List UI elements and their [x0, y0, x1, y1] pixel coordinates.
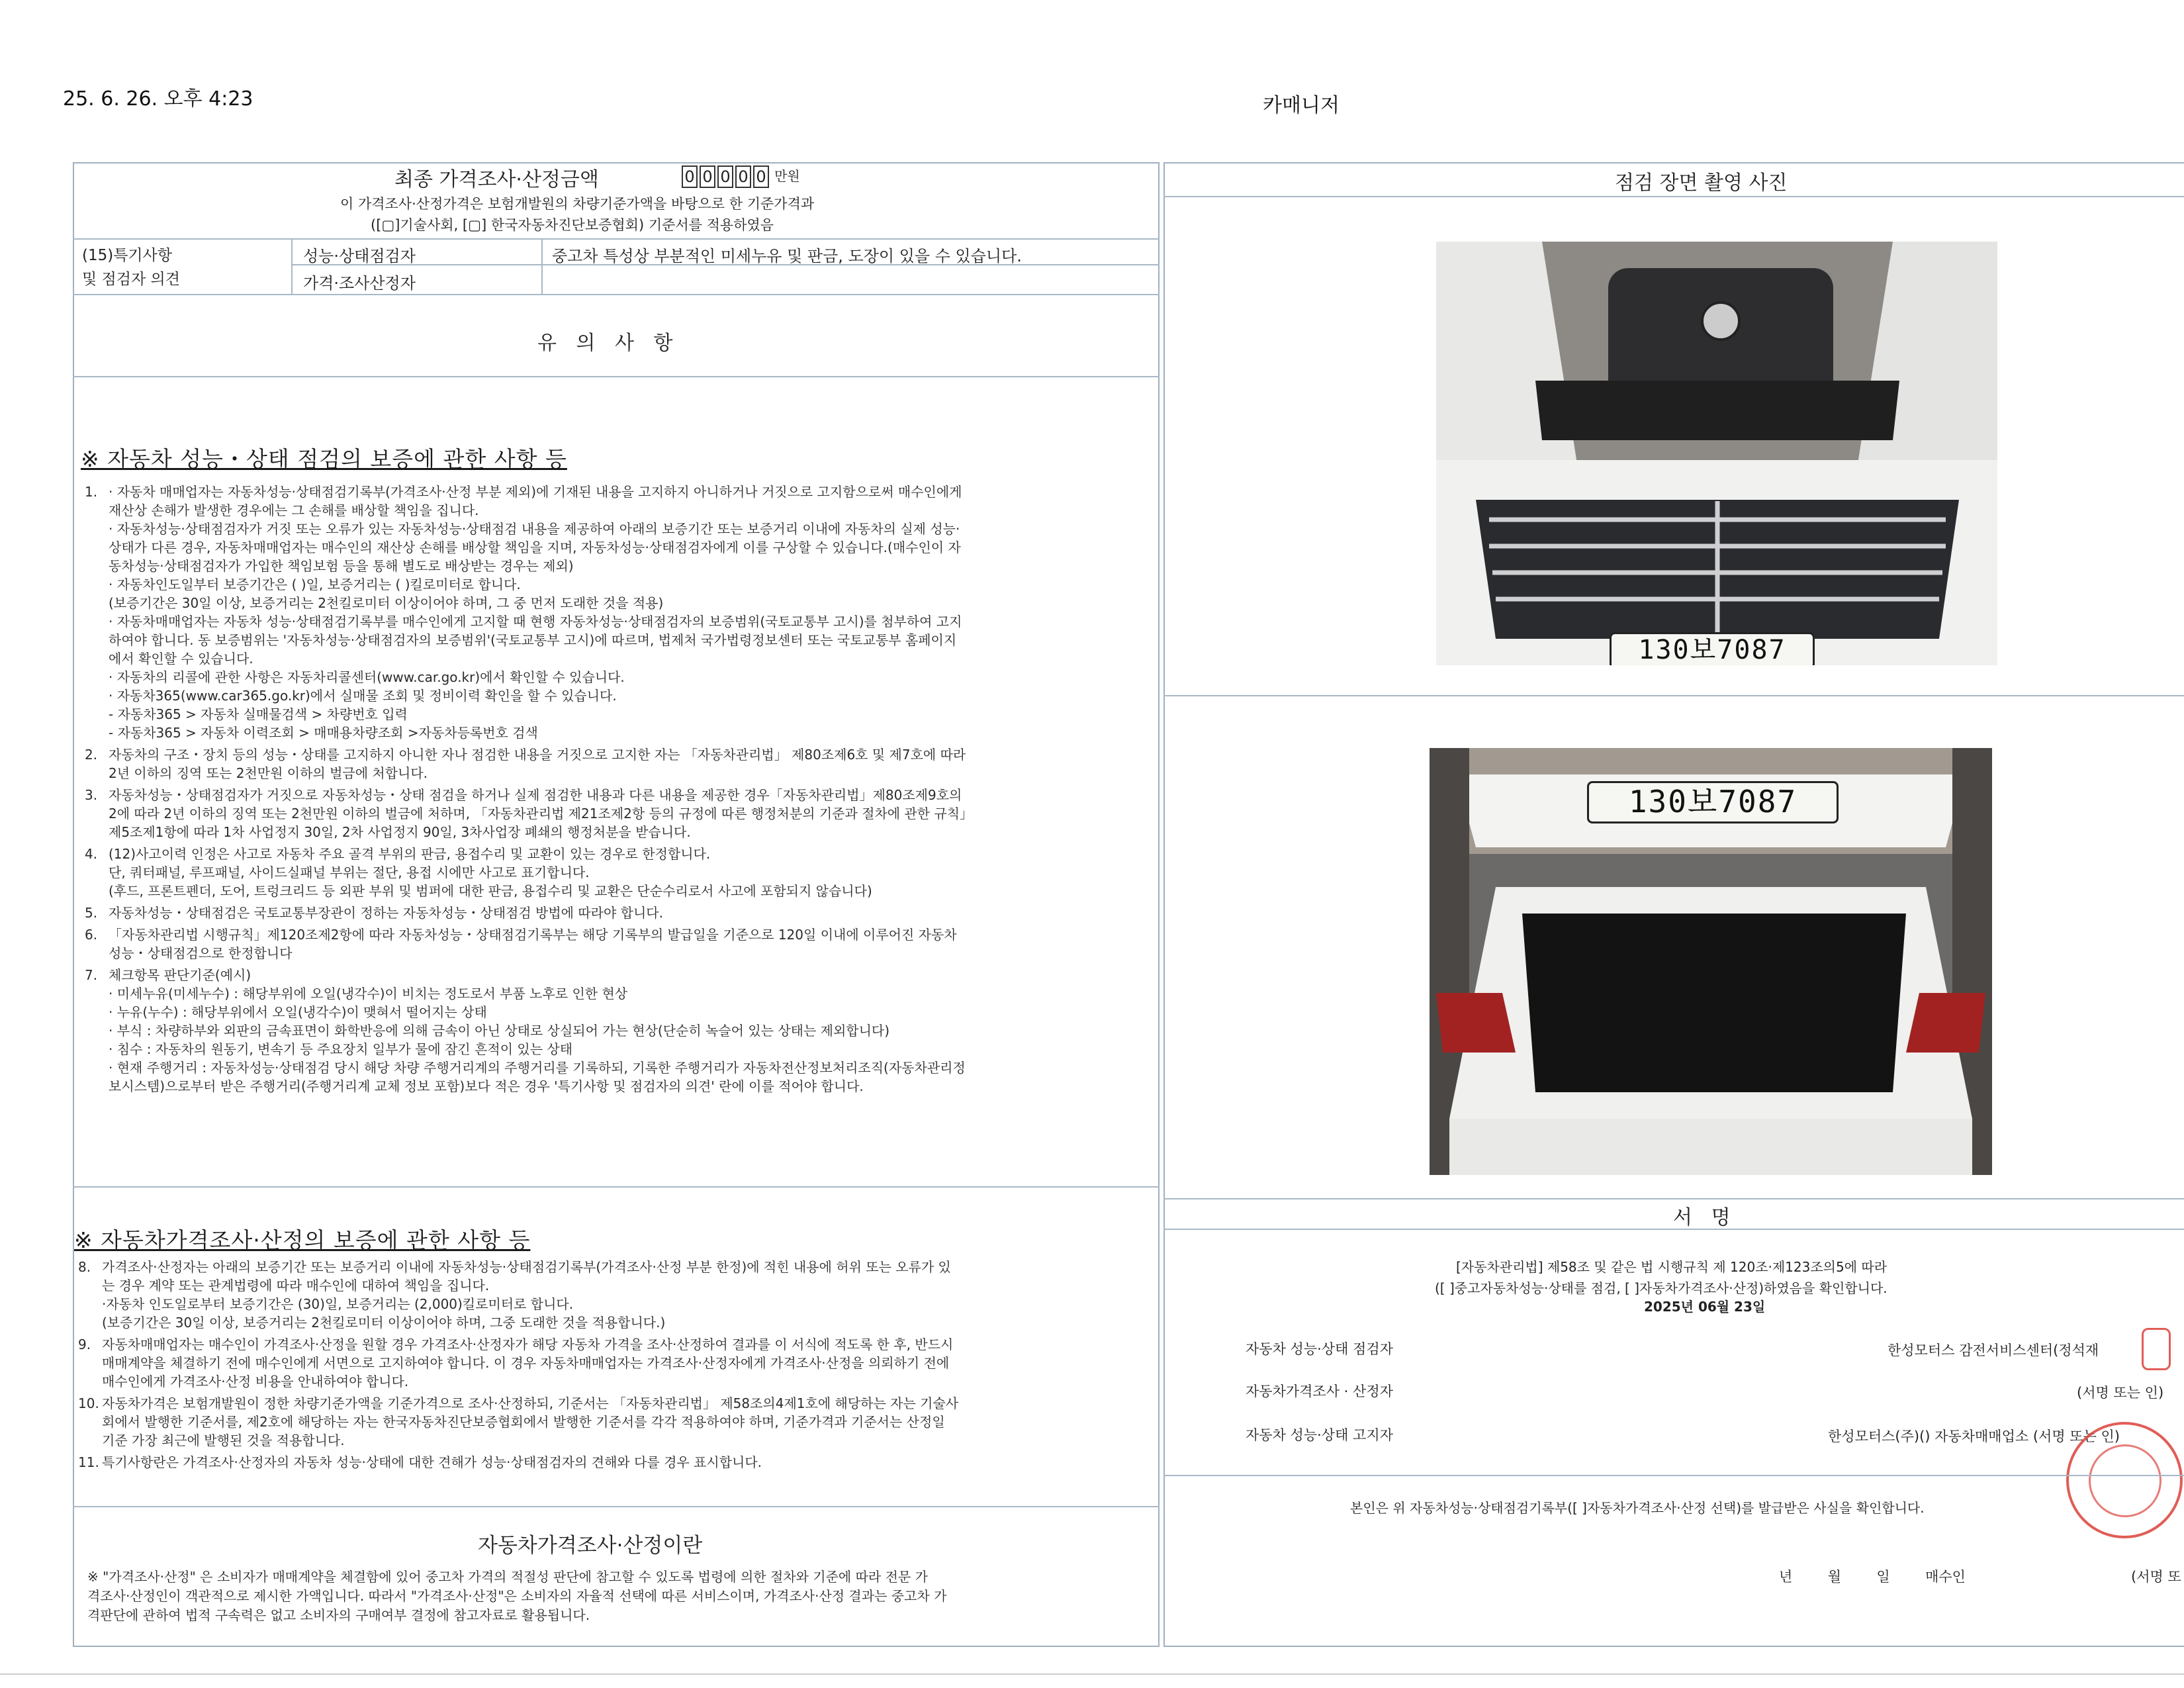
signature-date: 2025년 06월 23일 [1644, 1299, 1766, 1315]
photos-title: 점검 장면 촬영 사진 [1615, 171, 1788, 195]
list-item: 8. 가격조사·산정자는 아래의 보증기간 또는 보증거리 이내에 자동차성능·상태점검기록부(가격조사·산정 부분 한정)에 적힌 내용에 허위 또는 오류가 있 는 경우 계약 또는 관계법령에 따라 매수인에 대하여 책임을 집니다. ·자동차 인도일로부터 보증기간은 (30)일, 보증거리는 (2,000)킬로미터로 합니다. (보증기간은 30일 이상, 보증거리는 2천킬로미터 이상이어야 하며, 그중 도래한 것을 적용합니다.) [78, 1259, 951, 1331]
buyer-sign-end: (서명 또 [2131, 1569, 2181, 1585]
list-item: 2. 자동차의 구조・장치 등의 성능・상태를 고지하지 아니한 자나 점검한 내용을 거짓으로 고지한 자는 「자동차관리법」 제80조제6호 및 제7호에 따라 2년 이하의 징역 또는 2천만원 이하의 벌금에 처합니다. [85, 747, 966, 781]
section-2-list [78, 1258, 1153, 1475]
pricer-sign-label: 자동차가격조사 · 산정자 [1246, 1383, 1393, 1399]
pricer-label: 가격·조사산정자 [303, 274, 416, 293]
company-seal-inner [2089, 1444, 2161, 1517]
pricer-sign-value: (서명 또는 인) [2077, 1385, 2164, 1401]
price-digits [682, 165, 800, 188]
price-note-2: ([▢]기술사회, [▢] 한국자동차진단보증협회) 기준서를 적용하였음 [371, 217, 774, 233]
inspector-sign-value: 한성모터스 감전서비스센터(정석재 [1888, 1342, 2099, 1358]
signature-title: 서 명 [1673, 1206, 1731, 1229]
section-1-title: ※ 자동차 성능・상태 점검의 보증에 관한 사항 등 [81, 446, 567, 472]
section-2-title: ※ 자동차가격조사·산정의 보증에 관한 사항 등 [74, 1227, 531, 1253]
section-3-title: 자동차가격조사·산정이란 [478, 1534, 703, 1558]
price-unit: 만원 [774, 168, 800, 184]
license-plate-rear: 130보7087 [1587, 781, 1839, 823]
price-digit: 0 [700, 165, 715, 188]
list-item: 6. 「자동차관리법 시행규칙」제120조제2항에 따라 자동차성능・상태점검기록부는 해당 기록부의 발급일을 기준으로 120일 이내에 이루어진 자동차 성능・상태점검으로 한정합니다 [85, 927, 957, 961]
notifier-sign-label: 자동차 성능·상태 고지자 [1246, 1427, 1393, 1443]
special-label-2: 및 점검자 의견 [82, 271, 180, 288]
section-1-list [85, 483, 1153, 1099]
price-digit: 0 [753, 165, 769, 188]
list-item: 3. 자동차성능・상태점검자가 거짓으로 자동차성능・상태 점검을 하거나 실제 점검한 내용과 다른 내용을 제공한 경우「자동차관리법」제80조제9호의 2에 따라 2년 이하의 징역 또는 2천만원 이하의 벌금에 처하며, 「자동차관리법 제21조제2항 등의 규정에 따른 행정처분의 기준과 절차에 관한 규칙」 제5조제1항에 따라 1차 사업정지 30일, 2차 사업정지 90일, 3차사업장 폐쇄의 행정처분을 받습니다. [85, 787, 974, 840]
list-item: 11. 특기사항란은 가격조사·산정자의 자동차 성능·상태에 대한 견해가 성능·상태점검자의 견해와 다를 경우 표시합니다. [78, 1454, 762, 1470]
inspector-label: 성능·상태점검자 [303, 247, 416, 265]
list-item: 4. (12)사고이력 인정은 사고로 자동차 주요 골격 부위의 판금, 용접수리 및 교환이 있는 경우로 한정합니다. 단, 쿼터패널, 루프패널, 사이드실패널 부위는 절단, 용접 시에만 사고로 표기합니다. (후드, 프론트펜더, 도어, 트렁크리드 등 외판 부위 및 범퍼에 대한 판금, 용접수리 및 교환은 단순수리로서 사고에 포함되지 않습니다) [85, 846, 872, 899]
site-name: 카매니저 [1263, 94, 1340, 117]
list-item: 5. 자동차성능・상태점검은 국토교통부장관이 정하는 자동차성능・상태점검 방법에 따라야 합니다. [85, 905, 663, 921]
signature-law-2: ([ ]중고자동차성능·상태를 점검, [ ]자동차가격조사·산정)하였음을 확인합니다. [1435, 1280, 1888, 1296]
company-seal-stamp [2066, 1422, 2183, 1538]
notes-title: 유 의 사 항 [537, 332, 680, 355]
price-digit: 0 [717, 165, 733, 188]
notifier-sign-value: 한성모터스(주)() 자동차매매업소 (서명 또는 인) [1828, 1429, 2120, 1444]
license-plate-front: 130보7087 [1610, 632, 1815, 665]
signature-law-1: [자동차관리법] 제58조 및 같은 법 시행규칙 제 120조·제123조의5에 따라 [1456, 1259, 1888, 1275]
price-title: 최종 가격조사·산정금액 [394, 168, 599, 191]
print-datetime: 25. 6. 26. 오후 4:23 [63, 87, 253, 111]
section-3-text: ※ "가격조사·산정" 은 소비자가 매매계약을 체결함에 있어 중고차 가격의 적절성 판단에 참고할 수 있도록 법령에 의한 절차와 기준에 따라 전문 가 격조사·산정인이 객관적으로 제시한 가액입니다. 따라서 "가격조사·산정"은 소비자의 자율적 선택에 따른 서비스이며, 가격조사·산정 결과는 중고차 가 격판단에 관하여 법적 구속력은 없고 소비자의 구매여부 결정에 참고자료로 활용됩니다. [87, 1569, 947, 1623]
price-note-1: 이 가격조사·산정가격은 보험개발원의 차량기준가액을 바탕으로 한 기준가격과 [340, 196, 815, 212]
special-label-1: (15)특기사항 [82, 247, 173, 264]
list-item: 7. 체크항목 판단기준(예시) · 미세누유(미세누수) : 해당부위에 오일(냉각수)이 비치는 정도로서 부품 노후로 인한 현상 · 누유(누수) : 해당부위에서 오일(냉각수)이 맺혀서 떨어지는 상태 · 부식 : 차량하부와 외판의 금속표면이 화학반응에 의해 금속이 아닌 상태로 상실되어 가는 현상(단순히 녹슬어 있는 상태는 제외합니다) · 침수 : 자동차의 원동기, 변속기 등 주요장치 일부가 물에 잠긴 흔적이 있는 상태 · 현재 주행거리 : 자동차성능·상태점검 당시 해당 차량 주행거리계의 주행거리를 기록하되, 기록한 주행거리가 자동차전산정보처리조직(자동차관리정 보시스템)으로부터 받은 주행거리(주행거리계 교체 정보 포함)보다 적은 경우 '특기사항 및 점검자의 의견' 란에 이를 적어야 합니다. [85, 967, 966, 1094]
engine-bay-photo [1436, 242, 1997, 665]
small-seal-stamp [2142, 1328, 2171, 1370]
inspector-sign-label: 자동차 성능·상태 점검자 [1246, 1341, 1393, 1357]
trunk-photo [1430, 748, 1992, 1175]
price-digit: 0 [735, 165, 751, 188]
list-item: 9. 자동차매매업자는 매수인이 가격조사·산정을 원할 경우 가격조사·산정자가 해당 자동차 가격을 조사·산정하여 결과를 이 서식에 적도록 한 후, 반드시 매매계약을 체결하기 전에 매수인에게 서면으로 고지하여야 합니다. 이 경우 자동차매매업자는 가격조사·산정자에게 가격조사·산정을 의뢰하기 전에 매수인에게 가격조사·산정 비용을 안내하여야 합니다. [78, 1336, 954, 1389]
buyer-date-sign: 년 월 일 매수인 [1779, 1569, 1966, 1585]
list-item: 1. · 자동차 매매업자는 자동차성능·상태점검기록부(가격조사·산정 부분 제외)에 기재된 내용을 고지하지 아니하거나 거짓으로 고지함으로써 매수인에게 재산상 손해가 발생한 경우에는 그 손해를 배상할 책임을 집니다. · 자동차성능·상태점검자가 거짓 또는 오류가 있는 자동차성능·상태점검 내용을 제공하여 아래의 보증기간 또는 보증거리 이내에 자동차의 실제 성능· 상태가 다른 경우, 자동차매매업자는 매수인의 재산상 손해를 배상할 책임을 지며, 자동차성능·상태점검자에게 이를 구상할 수 있습니다.(매수인이 자 동차성능·상태점검자가 가입한 책임보험 등을 통해 별도로 배상받는 경우는 제외) · 자동차인도일부터 보증기간은 ( )일, 보증거리는 ( )킬로미터로 합니다. (보증기간은 30일 이상, 보증거리는 2천킬로미터 이상이어야 하며, 그 중 먼저 도래한 것을 적용) · 자동차매매업자는 자동차 성능·상태점검기록부를 매수인에게 고지할 때 현행 자동차성능·상태점검자의 보증범위(국토교통부 고시)를 첨부하여 고지 하여야 합니다. 동 보증범위는 '자동차성능·상태점검자의 보증범위'(국토교통부 고시)에 따르며, 법제처 국가법령정보센터 또는 국토교통부 홈페이지 에서 확인할 수 있습니다. · 자동차의 리콜에 관한 사항은 자동차리콜센터(www.car.go.kr)에서 확인할 수 있습니다. · 자동차365(www.car365.go.kr)에서 실매물 조회 및 정비이력 확인을 할 수 있습니다. - 자동차365 > 자동차 실매물검색 > 차량번호 입력 - 자동차365 > 자동차 이력조회 > 매매용차량조회 >자동차등록번호 검색 [85, 484, 962, 741]
list-item: 10. 자동차가격은 보험개발원이 정한 차량기준가액을 기준가격으로 조사·산정하되, 기준서는 「자동차관리법」 제58조의4제1호에 해당하는 자는 기술사 회에서 발행한 기준서를, 제2호에 해당하는 자는 한국자동차진단보증협회에서 발행한 기준서를 각각 적용하여야 하며, 기준가격과 기준서는 산정일 기준 가장 최근에 발행된 것을 적용합니다. [78, 1395, 959, 1448]
inspector-opinion: 중고차 특성상 부분적인 미세누유 및 판금, 도장이 있을 수 있습니다. [552, 247, 1022, 265]
price-digit: 0 [682, 165, 698, 188]
buyer-confirm: 본인은 위 자동차성능·상태점검기록부([ ]자동차가격조사·산정 선택)를 발급받은 사실을 확인합니다. [1350, 1500, 1925, 1516]
